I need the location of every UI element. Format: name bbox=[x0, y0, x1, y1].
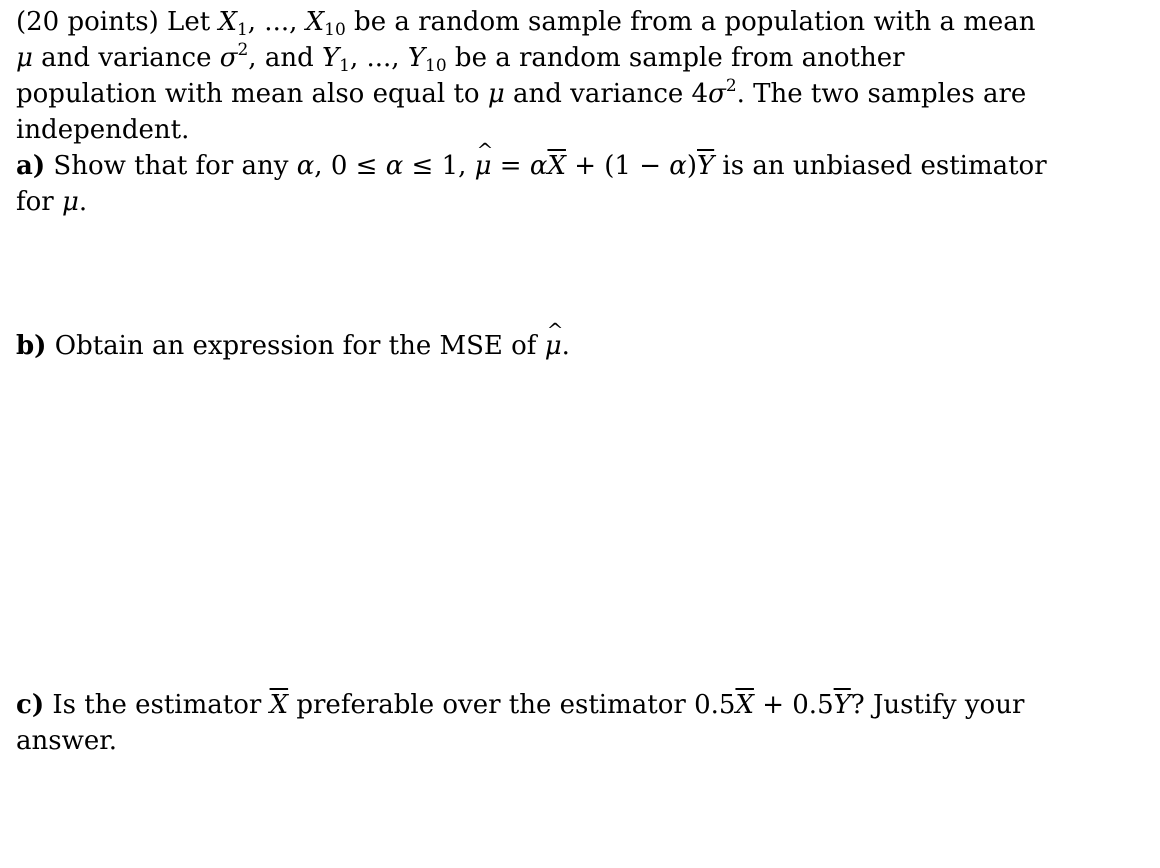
intro-text: , ..., bbox=[247, 7, 306, 37]
math-x-bar: $\overline{X}$ bbox=[735, 690, 754, 720]
problem-intro bbox=[16, 4, 1048, 220]
part-c-text: + 0.5 bbox=[753, 690, 834, 720]
math-mu: μ bbox=[487, 79, 505, 109]
part-c-text: preferable over the estimator 0.5 bbox=[288, 690, 736, 720]
part-b-label: b) bbox=[16, 331, 47, 361]
math-alpha: α bbox=[385, 151, 404, 181]
part-b bbox=[16, 328, 1048, 364]
math-y-var: Y bbox=[407, 43, 426, 73]
part-a-text: ) bbox=[686, 151, 697, 181]
math-mu: μ bbox=[61, 187, 79, 217]
part-a-text: . bbox=[78, 187, 88, 217]
part-a-text: + (1 − bbox=[565, 151, 670, 181]
part-b-text: Obtain an expression for the MSE of bbox=[46, 331, 545, 361]
math-superscript: 2 bbox=[725, 76, 737, 96]
math-alpha: α bbox=[529, 151, 548, 181]
intro-text: be a random sample from another population with mean also equal to bbox=[16, 43, 905, 109]
math-x-var: X bbox=[218, 7, 237, 37]
part-a-text: , 0 ≤ bbox=[314, 151, 386, 181]
math-superscript: 2 bbox=[237, 40, 249, 60]
math-subscript: 10 bbox=[324, 20, 346, 40]
math-alpha: α bbox=[296, 151, 315, 181]
math-y-bar: $\overline{Y}$ bbox=[833, 690, 851, 720]
intro-text: . The two samples are independent. bbox=[16, 79, 1027, 145]
math-y-var: Y bbox=[321, 43, 340, 73]
math-subscript: 10 bbox=[425, 56, 447, 76]
part-a-text: ≤ 1, bbox=[403, 151, 475, 181]
math-y-bar: $\overline{Y}$ bbox=[697, 151, 715, 181]
math-sigma: σ bbox=[708, 79, 726, 109]
intro-text: be a random sample from a population with a mean bbox=[345, 7, 1036, 37]
math-alpha: α bbox=[669, 151, 687, 181]
part-a-text: Show that for any bbox=[45, 151, 297, 181]
math-mu-hat: ^ μ bbox=[475, 148, 492, 184]
part-b-text: . bbox=[561, 331, 570, 361]
intro-text: Let bbox=[158, 7, 219, 37]
math-subscript: 1 bbox=[339, 56, 350, 76]
math-subscript: 1 bbox=[236, 20, 248, 40]
math-sigma: σ bbox=[219, 43, 238, 73]
intro-text: and variance 4 bbox=[504, 79, 709, 109]
math-mu-hat: ^ μ bbox=[545, 328, 562, 364]
math-mu: μ bbox=[16, 43, 33, 73]
points-label: (20 points) bbox=[16, 7, 159, 37]
math-x-bar: $\overline{X}$ bbox=[547, 151, 566, 181]
part-a-text: = bbox=[491, 151, 530, 181]
part-c-text: Is the estimator bbox=[44, 690, 270, 720]
intro-text: , ..., bbox=[349, 43, 408, 73]
part-a-label: a) bbox=[16, 151, 46, 181]
part-c-text: ? Justify your answer. bbox=[16, 690, 1025, 756]
math-x-bar: $\overline{X}$ bbox=[269, 690, 289, 720]
intro-text: and variance bbox=[32, 43, 220, 73]
part-c bbox=[16, 687, 1048, 759]
part-c-label: c) bbox=[16, 690, 45, 720]
intro-text: , and bbox=[248, 43, 322, 73]
math-x-var: X bbox=[305, 7, 325, 37]
part-a-text: is an unbiased estimator for bbox=[16, 151, 1047, 217]
